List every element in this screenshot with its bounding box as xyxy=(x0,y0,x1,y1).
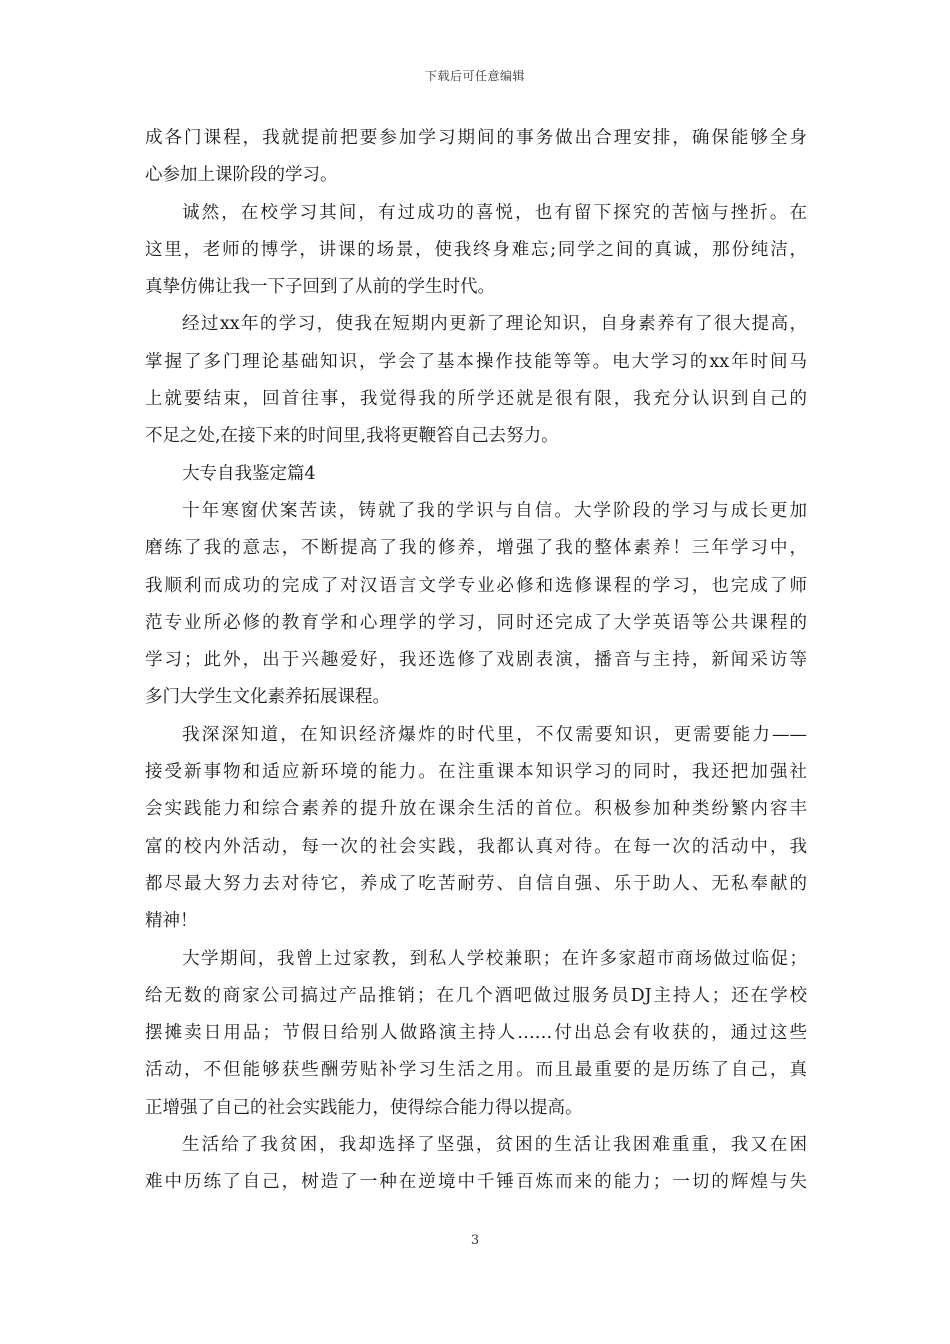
text-line: 都尽最大努力去对待它，养成了吃苦耐劳、自信自强、乐于助人、无私奉献的 xyxy=(145,873,807,894)
text-line: 成各门课程，我就提前把要参加学习期间的事务做出合理安排，确保能够全身 xyxy=(145,128,807,148)
text-line: 范专业所必修的教育学和心理学的学习，同时还完成了大学英语等公共课程的 xyxy=(145,612,807,633)
text-line: 会实践能力和综合素养的提升放在课余生活的首位。积极参加种类纷繁内容丰 xyxy=(145,799,807,820)
text-line: 接受新事物和适应新环境的能力。在注重课本知识学习的同时，我还把加强社 xyxy=(145,762,807,783)
text-line: 这里，老师的博学，讲课的场景，使我终身难忘;同学之间的真诚，那份纯洁， xyxy=(145,239,807,260)
text-line: 我顺利而成功的完成了对汉语言文学专业必修和选修课程的学习，也完成了师 xyxy=(145,575,807,596)
text-line: 学习；此外，出于兴趣爱好，我还选修了戏剧表演，播音与主持，新闻采访等 xyxy=(145,650,807,671)
text-line: 富的校内外活动，每一次的社会实践，我都认真对待。在每一次的活动中，我 xyxy=(145,836,807,857)
page-number: 3 xyxy=(470,1233,480,1248)
text-line: 多门大学生文化素养拓展课程。 xyxy=(145,687,390,708)
paragraph-start-line: 诚然，在校学习其间，有过成功的喜悦，也有留下探究的苦恼与挫折。在 xyxy=(182,202,807,223)
paragraph-start-line: 经过xx年的学习，使我在短期内更新了理论知识，自身素养有了很大提高， xyxy=(182,314,807,335)
text-line: 心参加上课阶段的学习。 xyxy=(145,165,338,186)
paragraph-start-line: 大学期间，我曾上过家教，到私人学校兼职；在许多家超市商场做过临促； xyxy=(182,948,807,969)
text-line: 磨练了我的意志，不断提高了我的修养，增强了我的整体素养！三年学习中， xyxy=(145,538,807,559)
section-heading: 大专自我鉴定篇4 xyxy=(182,463,316,484)
paragraph-start-line: 我深深知道，在知识经济爆炸的时代里，不仅需要知识，更需要能力—— xyxy=(182,724,807,745)
text-line: 不足之处,在接下来的时间里,我将更鞭笞自己去努力。 xyxy=(145,426,559,447)
paragraph-start-line: 生活给了我贫困，我却选择了坚强，贫困的生活让我困难重重，我又在困 xyxy=(182,1135,807,1156)
text-line: 正增强了自己的社会实践能力，使得综合能力得以提高。 xyxy=(145,1097,583,1118)
page-header-note: 下载后可任意编辑 xyxy=(424,69,525,83)
text-line: 精神！ xyxy=(145,911,198,932)
text-line: 活动，不但能够获些酬劳贴补学习生活之用。而且最重要的是历练了自己，真 xyxy=(145,1060,807,1081)
text-line: 难中历练了自己，树造了一种在逆境中千锤百炼而来的能力；一切的辉煌与失 xyxy=(145,1172,807,1193)
text-line: 掌握了多门理论基础知识，学会了基本操作技能等等。电大学习的xx年时间马 xyxy=(145,351,807,372)
text-line: 摆摊卖日用品；节假日给别人做路演主持人……付出总会有收获的，通过这些 xyxy=(145,1023,807,1044)
document-body xyxy=(145,120,807,1202)
text-line: 真挚仿佛让我一下子回到了从前的学生时代。 xyxy=(145,277,495,298)
text-line: 上就要结束，回首往事，我觉得我的所学还就是很有限，我充分认识到自己的 xyxy=(145,389,807,410)
text-line: 给无数的商家公司搞过产品推销；在几个酒吧做过服务员DJ主持人；还在学校 xyxy=(145,985,807,1006)
paragraph-start-line: 十年寒窗伏案苦读，铸就了我的学识与自信。大学阶段的学习与成长更加 xyxy=(182,500,807,521)
